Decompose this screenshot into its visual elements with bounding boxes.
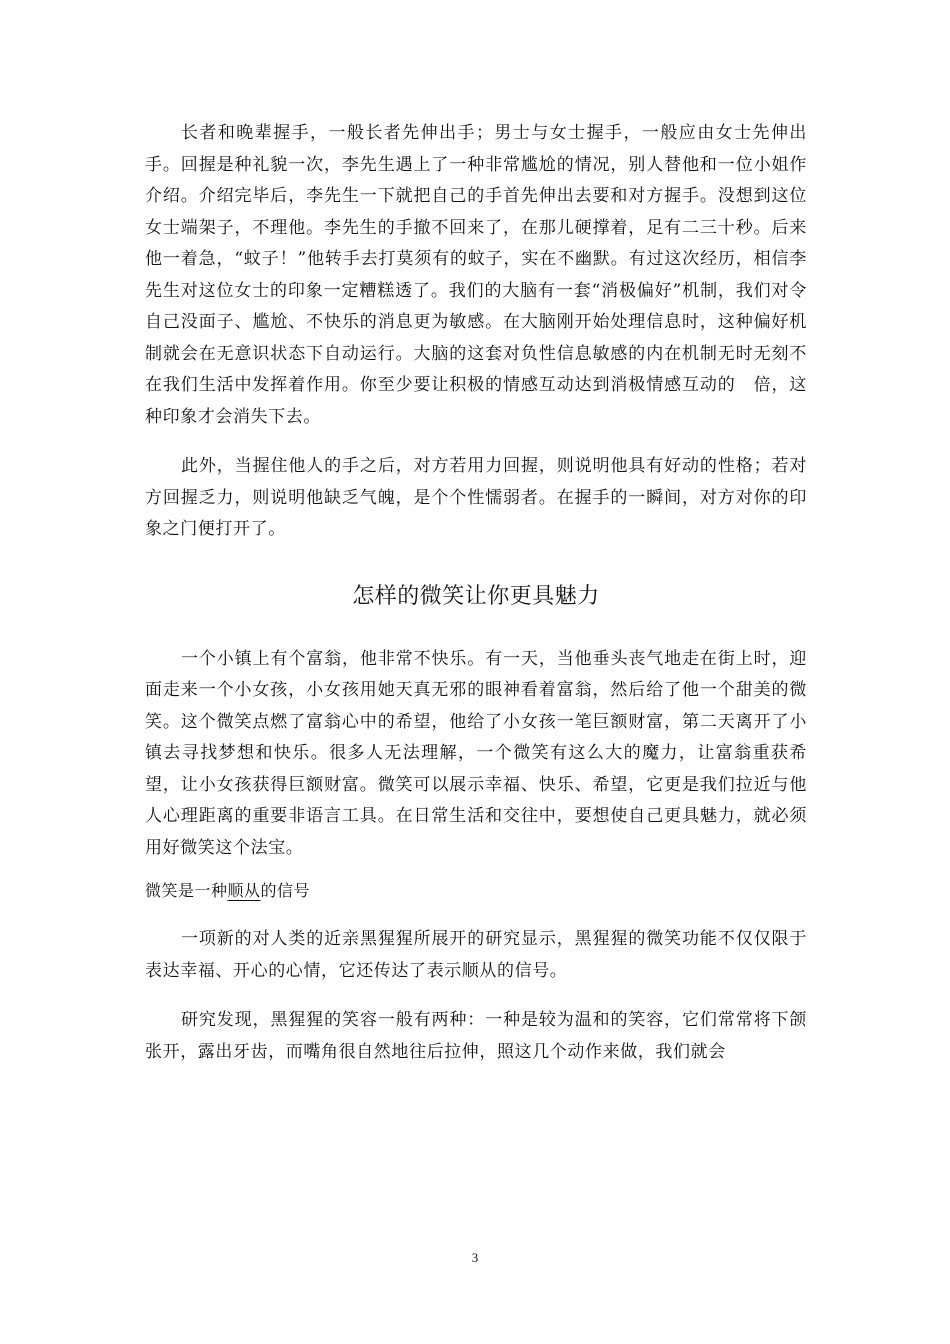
subheading-text-before: 微笑是一种: [145, 881, 228, 900]
paragraph-chimpanzee-smiles: 研究发现，黑猩猩的笑容一般有两种：一种是较为温和的笑容，它们常常将下颌张开，露出牙齿，而嘴角很自然地往后拉伸，照这几个动作来做，我们就会: [145, 1010, 807, 1062]
paragraph-handshake-strength: 此外，当握住他人的手之后，对方若用力回握，则说明他具有好动的性格；若对方回握乏力，则说明他缺乏气魄，是个个性懦弱者。在握手的一瞬间，对方对你的印象之门便打开了。: [145, 456, 807, 539]
section-heading: 怎样的微笑让你更具魅力: [352, 583, 600, 609]
subheading-text-after: 的信号: [260, 881, 311, 900]
paragraph-chimpanzee-study: 一项新的对人类的近亲黑猩猩所展开的研究显示，黑猩猩的微笑功能不仅仅限于表达幸福、开心的心情，它还传达了表示顺从的信号。: [145, 929, 807, 981]
document-body: [145, 118, 807, 1068]
page-number: 3: [471, 1250, 479, 1265]
paragraph-smile-story: 一个小镇上有个富翁，他非常不快乐。有一天，当他垂头丧气地走在街上时，迎面走来一个小女孩，小女孩用她天真无邪的眼神看着富翁，然后给了他一个甜美的微笑。这个微笑点燃了富翁心中的希望，他给了小女孩一笔巨额财富，第二天离开了小镇去寻找梦想和快乐。很多人无法理解，一个微笑有这么大的魔力，让富翁重获希望，让小女孩获得巨额财富。微笑可以展示幸福、快乐、希望，它更是我们拉近与他人心理距离的重要非语言工具。在日常生活和交往中，要想使自己更具魅力，就必须用好微笑这个法宝。: [145, 648, 807, 858]
paragraph-handshake-order: 长者和晚辈握手，一般长者先伸出手；男士与女士握手，一般应由女士先伸出手。回握是种礼貌一次，李先生遇上了一种非常尴尬的情况，别人替他和一位小姐作介绍。介绍完毕后，李先生一下就把自己的手首先伸出去要和对方握手。没想到这位女士端架子，不理他。李先生的手撤不回来了，在那儿硬撑着，足有二三十秒。后来他一着急，“蚊子！”他转手去打莫须有的蚊子，实在不幽默。有过这次经历，相信李先生对这位女士的印象一定糟糕透了。我们的大脑有一套“消极偏好”机制，我们对令自己没面子、尴尬、不快乐的消息更为敏感。在大脑刚开始处理信息时，这种偏好机制就会在无意识状态下自动运行。大脑的这套对负性信息敏感的内在机制无时无刻不在我们生活中发挥着作用。你至少要让积极的情感互动达到消极情感互动的 倍，这种印象才会消失下去。: [145, 123, 807, 427]
subheading-smile-submission: [145, 876, 807, 906]
subheading-underlined-word: 顺从: [227, 881, 261, 900]
